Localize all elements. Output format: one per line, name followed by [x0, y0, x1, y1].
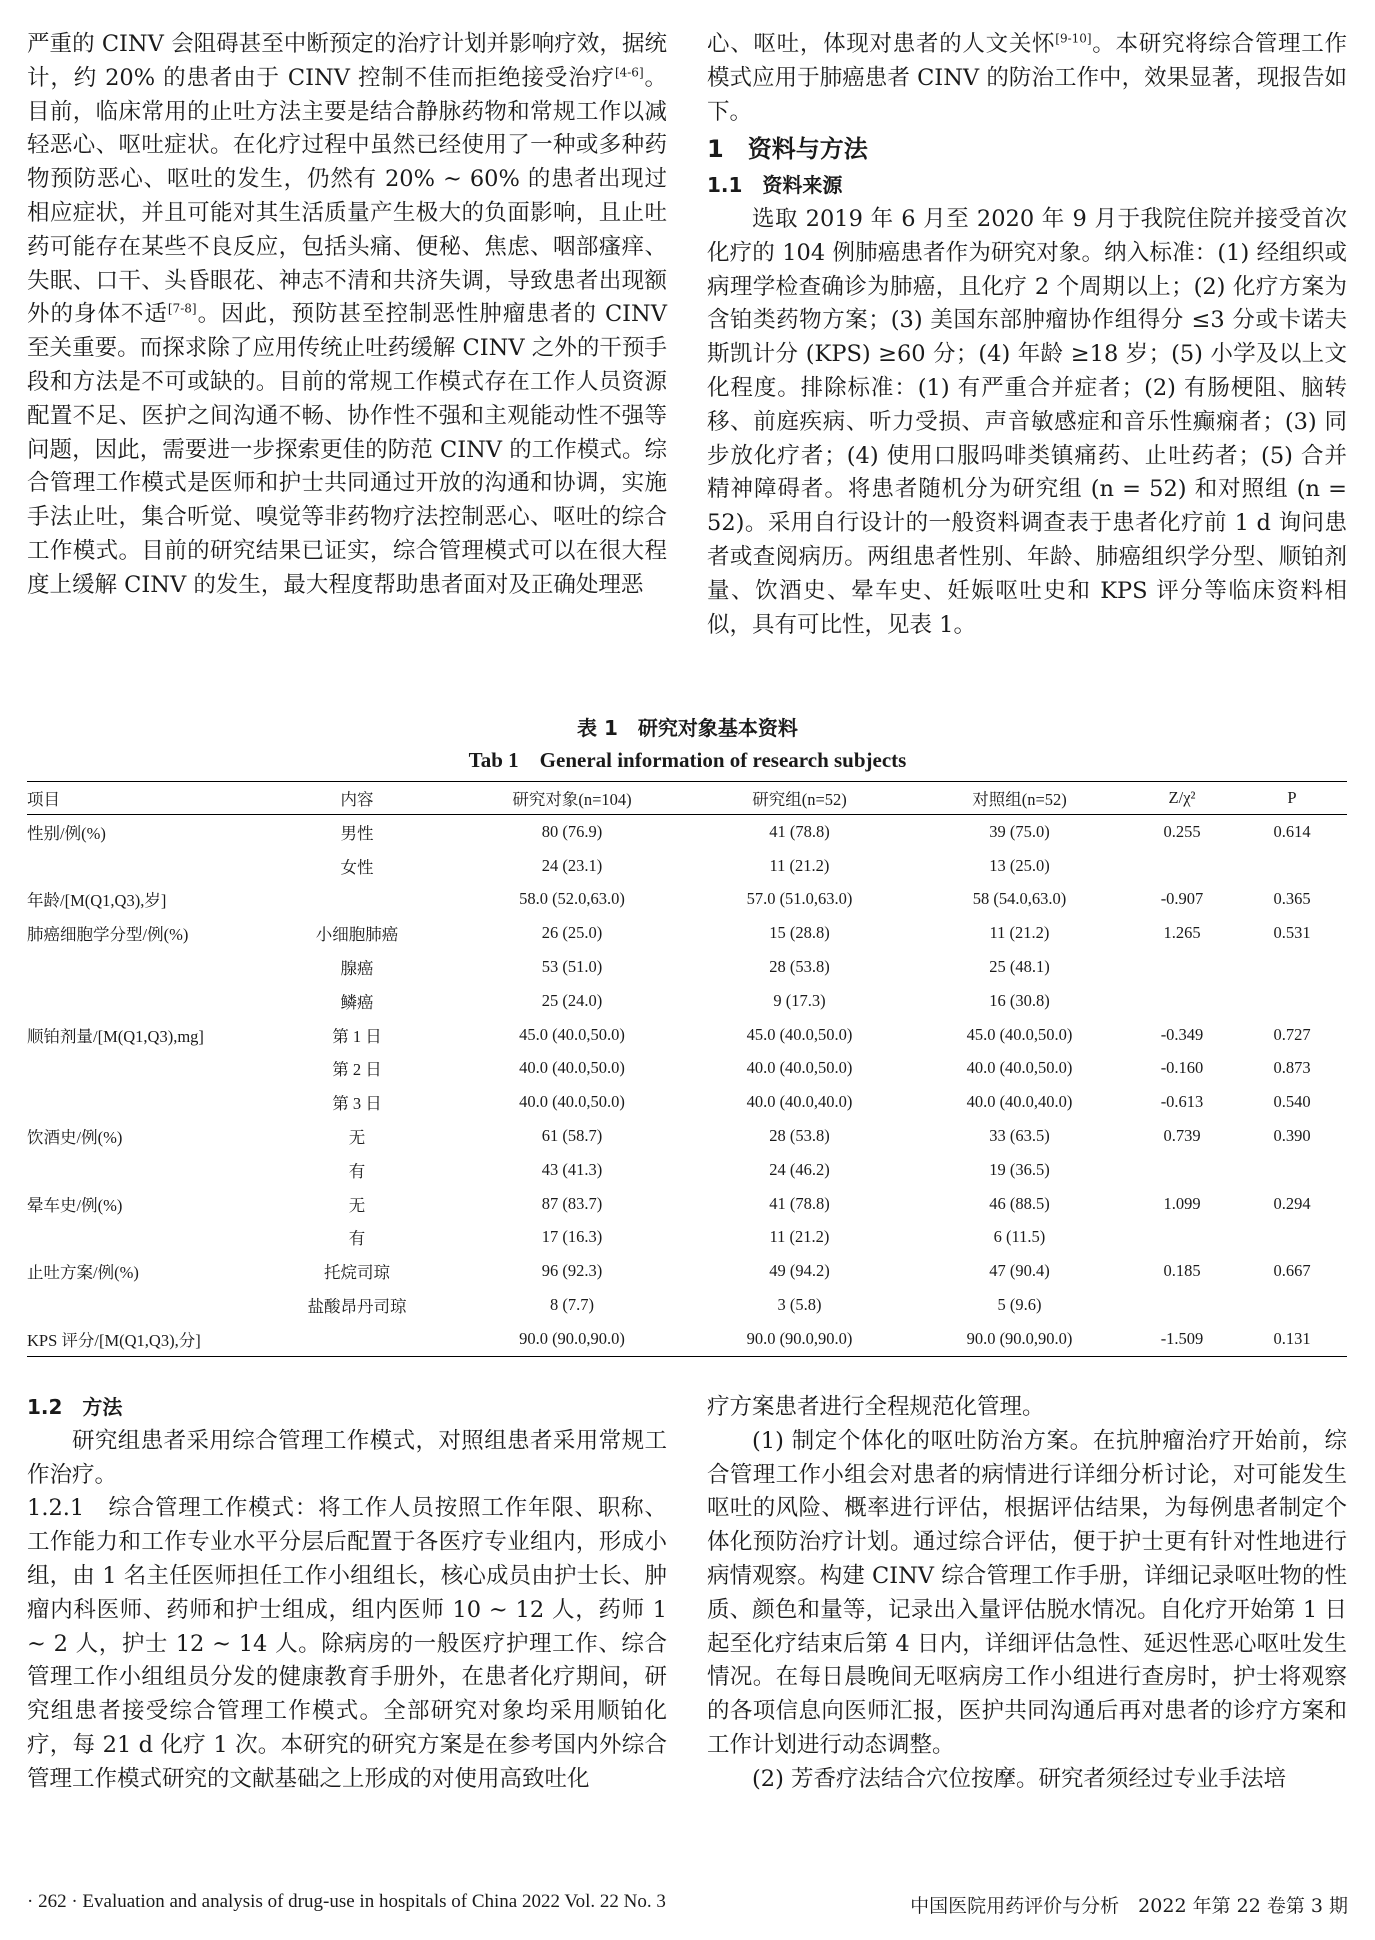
paragraph: 1.2.1 综合管理工作模式：将工作人员按照工作年限、职称、工作能力和工作专业水平分层后配置于各医疗专业组内，形成小组，由 1 名主任医师担任工作小组组长，核心成员由护士长、肿瘤内科医师、药师和护士组成，组内医师 10 ~ 12 人，药师 1 ~ 2 人，护士 12 ~ 14 人。除病房的一般医疗护理工作、综合管理工作小组组员分发的健康教育手册外，在患者化疗期间，研究组患者接受综合管理工作模式。全部研究对象均采用顺铂化疗，每 21 d 化疗 1 次。本研究的研究方案是在参考国内外综合管理工作模式研究的文献基础之上形成的对使用高致吐化	[27, 1495, 667, 1792]
table-cell: 无	[348, 1195, 366, 1215]
table-cell: 年龄/[M(Q1,Q3),岁]	[27, 891, 167, 911]
paragraph: 疗方案患者进行全程规范化管理。	[707, 1394, 1045, 1420]
table-row	[27, 1288, 1347, 1322]
table-cell: 第 3 日	[332, 1094, 382, 1114]
table-row	[27, 1085, 1347, 1119]
subsection-heading: 1.1 资料来源	[707, 173, 843, 198]
paragraph: 选取 2019 年 6 月至 2020 年 9 月于我院住院并接受首次化疗的 104 例肺癌患者作为研究对象。纳入标准：(1) 经组织或病理学检查确诊为肺癌，且化疗 2 个周期以上；(2) 化疗方案为含铂类药物方案；(3) 美国东部肿瘤协作组得分 ≤3 分或卡诺夫斯凯计分 (KPS) ≥60 分；(4) 年龄 ≥18 岁；(5) 小学及以上文化程度。排除标准：(1) 有严重合并症者；(2) 有肠梗阻、脑转移、前庭疾病、听力受损、声音敏感症和音乐性癫痫者；(3) 同步放化疗者；(4) 使用口服吗啡类镇痛药、止吐药者；(5) 合并精神障碍者。将患者随机分为研究组 (n = 52) 和对照组 (n = 52)。采用自行设计的一般资料调查表于患者化疗前 1 d 询问患者或查阅病历。两组患者性别、年龄、肺癌组织学分型、顺铂剂量、饮酒史、晕车史、妊娠呕吐史和 KPS 评分等临床资料相似，具有可比性，见表 1。	[707, 205, 1347, 638]
table-cell: 90.0 (90.0,90.0)	[966, 1328, 1073, 1348]
table-cell: 0.131	[1273, 1328, 1311, 1348]
table-cell: 40.0 (40.0,40.0)	[746, 1092, 853, 1112]
table-cell: 有	[348, 1229, 366, 1249]
citation[interactable]: [9-10]	[1055, 31, 1092, 46]
table-cell: 0.390	[1273, 1126, 1311, 1146]
table-caption	[0, 713, 1375, 775]
table-cell: 45.0 (40.0,50.0)	[519, 1024, 625, 1044]
table-cell: 41 (78.8)	[769, 1193, 830, 1213]
col-header: P	[1287, 788, 1297, 807]
table-cell: 有	[348, 1161, 366, 1181]
table-cell: 饮酒史/例(%)	[27, 1128, 123, 1148]
col-header: 研究组(n=52)	[752, 790, 847, 809]
top-left-column	[27, 28, 667, 603]
table-cell: 28 (53.8)	[769, 1126, 830, 1146]
table-cell: 40.0 (40.0,40.0)	[966, 1092, 1073, 1112]
table-cell: 58 (54.0,63.0)	[972, 889, 1067, 909]
table-cell: 25 (24.0)	[541, 990, 603, 1010]
table-cell	[27, 849, 257, 883]
table-cell: 腺癌	[340, 959, 374, 979]
table-cell: 止吐方案/例(%)	[27, 1263, 139, 1283]
table-cell	[1127, 1221, 1237, 1255]
table-cell: 晕车史/例(%)	[27, 1195, 123, 1215]
table-cell	[27, 1288, 257, 1322]
paragraph: (1) 制定个体化的呕吐防治方案。在抗肿瘤治疗开始前，综合管理工作小组会对患者的病情进行详细分析讨论，对可能发生呕吐的风险、概率进行评估，根据评估结果，为每例患者制定个体化预防治疗计划。通过综合评估，便于护士更有针对性地进行病情观察。构建 CINV 综合管理工作手册，详细记录呕吐物的性质、颜色和量等，记录出入量评估脱水情况。自化疗开始第 1 日起至化疗结束后第 4 日内，详细评估急性、延迟性恶心呕吐发生情况。在每日晨晚间无呕病房工作小组进行查房时，护士将观察的各项信息向医师汇报，医护共同沟通后再对患者的诊疗方案和工作计划进行动态调整。	[707, 1427, 1347, 1758]
table-cell: 0.531	[1273, 923, 1311, 943]
table-cell	[1237, 984, 1347, 1018]
table-cell	[257, 1322, 457, 1356]
table-cell	[1237, 1221, 1347, 1255]
table-cell	[27, 950, 257, 984]
table-cell: 90.0 (90.0,90.0)	[746, 1328, 853, 1348]
subsection-heading: 1.2 方法	[27, 1395, 123, 1419]
table-cell: 41 (78.8)	[769, 821, 830, 841]
table-cell	[1127, 950, 1237, 984]
table-cell: 5 (9.6)	[997, 1295, 1042, 1315]
col-header: 项目	[27, 790, 60, 809]
table-caption-zh: 表 1 研究对象基本资料	[577, 716, 798, 740]
table-cell: 17 (16.3)	[541, 1227, 603, 1247]
paragraph: 严重的 CINV 会阻碍甚至中断预定的治疗计划并影响疗效，据统计，约 20% 的患者由于 CINV 控制不佳而拒绝接受治疗[4-6]。目前，临床常用的止吐方法主要是结合静脉药物和常规工作以减轻恶心、呕吐症状。在化疗过程中虽然已经使用了一种或多种药物预防恶心、呕吐的发生，仍然有 20% ~ 60% 的患者出现过相应症状，并且可能对其生活质量产生极大的负面影响，且止吐药可能存在某些不良反应，包括头痛、便秘、焦虑、咽部瘙痒、失眠、口干、头昏眼花、神志不清和共济失调，导致患者出现额外的身体不适[7-8]。因此，预防甚至控制恶性肿瘤患者的 CINV 至关重要。而探求除了应用传统止吐药缓解 CINV 之外的干预手段和方法是不可或缺的。目前的常规工作模式存在工作人员资源配置不足、医护之间沟通不畅、协作性不强和主观能动性不强等问题，因此，需要进一步探索更佳的防范 CINV 的工作模式。综合管理工作模式是医师和护士共同通过开放的沟通和协调，实施手法止吐，集合听觉、嗅觉等非药物疗法控制恶心、呕吐的综合工作模式。目前的研究结果已证实，综合管理模式可以在很大程度上缓解 CINV 的发生，最大程度帮助患者面对及正确处理恶	[27, 31, 667, 598]
col-header: 研究对象(n=104)	[512, 790, 632, 809]
table-row	[27, 1018, 1347, 1052]
table-cell: 26 (25.0)	[541, 923, 603, 943]
table-cell: 0.614	[1273, 821, 1311, 841]
table-cell: 96 (92.3)	[541, 1261, 603, 1281]
table-cell: 39 (75.0)	[989, 821, 1050, 841]
table-caption-en: Tab 1 General information of research subjects	[468, 748, 907, 772]
table-cell: 第 1 日	[332, 1026, 382, 1046]
table-cell: -1.509	[1160, 1328, 1204, 1348]
table-cell: 0.540	[1273, 1092, 1311, 1112]
table-cell: 53 (51.0)	[541, 957, 603, 977]
table-cell: 肺癌细胞学分型/例(%)	[27, 925, 189, 945]
table-cell: 40.0 (40.0,50.0)	[519, 1092, 625, 1112]
table-cell: 33 (63.5)	[989, 1126, 1050, 1146]
table-cell: 第 2 日	[332, 1060, 382, 1080]
table-cell: 8 (7.7)	[550, 1295, 594, 1315]
table-cell: 80 (76.9)	[541, 821, 603, 841]
table-cell: -0.613	[1160, 1092, 1204, 1112]
table-cell: 40.0 (40.0,50.0)	[966, 1058, 1073, 1078]
table-cell: 24 (46.2)	[769, 1159, 830, 1179]
table-cell: 28 (53.8)	[769, 957, 830, 977]
table-row	[27, 815, 1347, 849]
table-cell: 25 (48.1)	[989, 957, 1050, 977]
citation[interactable]: [4-6]	[614, 65, 644, 80]
table-cell: 16 (30.8)	[989, 990, 1050, 1010]
table-row	[27, 849, 1347, 883]
table-row	[27, 1119, 1347, 1153]
table-cell: 顺铂剂量/[M(Q1,Q3),mg]	[27, 1026, 204, 1046]
table-cell: 1.099	[1163, 1193, 1201, 1213]
table-cell: 盐酸昂丹司琼	[307, 1297, 407, 1317]
table-cell: 61 (58.7)	[541, 1126, 603, 1146]
table-cell: -0.160	[1160, 1058, 1204, 1078]
table-cell: 11 (21.2)	[989, 923, 1050, 943]
table-cell: 9 (17.3)	[773, 990, 826, 1010]
table-cell	[1237, 849, 1347, 883]
table-row	[27, 916, 1347, 950]
table-cell: 58.0 (52.0,63.0)	[519, 889, 625, 909]
table-cell: 3 (5.8)	[777, 1295, 822, 1315]
table-cell: 0.667	[1273, 1261, 1311, 1281]
table-cell: 小细胞肺癌	[315, 925, 399, 945]
table-cell: 47 (90.4)	[989, 1261, 1050, 1281]
table-row	[27, 1322, 1347, 1356]
table-cell: 11 (21.2)	[769, 1227, 830, 1247]
table-cell: 0.294	[1273, 1193, 1311, 1213]
top-right-column	[707, 28, 1347, 642]
paragraph: 心、呕吐，体现对患者的人文关怀[9-10]。本研究将综合管理工作模式应用于肺癌患者 CINV 的防治工作中，效果显著，现报告如下。	[707, 31, 1347, 125]
table-cell: 45.0 (40.0,50.0)	[966, 1024, 1073, 1044]
paragraph: (2) 芳香疗法结合穴位按摩。研究者须经过专业手法培	[752, 1765, 1287, 1792]
footer-journal-zh: 中国医院用药评价与分析 2022 年第 22 卷第 3 期	[910, 1895, 1348, 1917]
table-cell: 1.265	[1163, 923, 1201, 943]
table-row	[27, 883, 1347, 917]
table-cell: 性别/例(%)	[27, 823, 106, 843]
section-heading: 1 资料与方法	[707, 135, 868, 164]
table-cell	[1127, 1153, 1237, 1187]
table-cell: KPS 评分/[M(Q1,Q3),分]	[27, 1330, 201, 1350]
table-cell	[1237, 950, 1347, 984]
table-cell: 0.185	[1163, 1261, 1201, 1281]
table-cell	[27, 1153, 257, 1187]
table-cell: 0.873	[1273, 1058, 1311, 1078]
table-cell	[1237, 1153, 1347, 1187]
table-cell: 0.365	[1273, 889, 1311, 909]
table-cell	[1127, 1288, 1237, 1322]
bottom-left-column	[27, 1391, 667, 1797]
table-row	[27, 1254, 1347, 1288]
data-table	[27, 781, 1347, 1357]
table-cell: 45.0 (40.0,50.0)	[746, 1024, 853, 1044]
table-cell: 鳞癌	[340, 992, 374, 1012]
table-cell: 19 (36.5)	[989, 1159, 1050, 1179]
table-cell	[27, 1221, 257, 1255]
table-cell: 46 (88.5)	[989, 1193, 1050, 1213]
table-cell: 女性	[340, 857, 374, 877]
table-cell: 0.255	[1163, 821, 1201, 841]
table-cell: 49 (94.2)	[769, 1261, 830, 1281]
table-cell: 6 (11.5)	[993, 1227, 1046, 1247]
table-cell: 40.0 (40.0,50.0)	[746, 1058, 853, 1078]
table-row	[27, 1153, 1347, 1187]
table-cell: -0.907	[1160, 889, 1204, 909]
table-cell: 11 (21.2)	[769, 855, 830, 875]
table-cell	[27, 1052, 257, 1086]
table-cell: 13 (25.0)	[989, 855, 1050, 875]
table-row	[27, 1052, 1347, 1086]
footer-journal-en: · 262 · Evaluation and analysis of drug-use in hospitals of China 2022 Vol. 22 No. 3	[27, 1891, 666, 1912]
citation[interactable]: [7-8]	[167, 301, 197, 316]
col-header: 内容	[340, 790, 374, 809]
col-header: Z/χ²	[1168, 788, 1196, 807]
table-cell	[27, 1085, 257, 1119]
table-cell	[1127, 984, 1237, 1018]
table-cell: 无	[348, 1128, 366, 1148]
table-cell: 托烷司琼	[324, 1263, 390, 1283]
table-header-row	[27, 782, 1347, 815]
paragraph: 研究组患者采用综合管理工作模式，对照组患者采用常规工作治疗。	[27, 1427, 667, 1488]
table-row	[27, 950, 1347, 984]
table-cell: 男性	[340, 823, 374, 843]
table-cell: 0.727	[1273, 1024, 1311, 1044]
table-cell	[1127, 849, 1237, 883]
table-cell: -0.349	[1160, 1024, 1204, 1044]
table-cell: 0.739	[1163, 1126, 1201, 1146]
table-cell: 24 (23.1)	[541, 855, 603, 875]
table-cell: 90.0 (90.0,90.0)	[519, 1328, 625, 1348]
table-cell	[27, 984, 257, 1018]
table-cell: 15 (28.8)	[769, 923, 830, 943]
table-cell	[257, 883, 457, 917]
table-row	[27, 1187, 1347, 1221]
col-header: 对照组(n=52)	[972, 790, 1067, 809]
table-row	[27, 984, 1347, 1018]
table-cell: 87 (83.7)	[541, 1193, 603, 1213]
table-cell: 43 (41.3)	[541, 1159, 603, 1179]
bottom-right-column	[707, 1391, 1347, 1797]
table-row	[27, 1221, 1347, 1255]
table-cell	[1237, 1288, 1347, 1322]
table-cell: 40.0 (40.0,50.0)	[519, 1058, 625, 1078]
table-cell: 57.0 (51.0,63.0)	[746, 889, 853, 909]
